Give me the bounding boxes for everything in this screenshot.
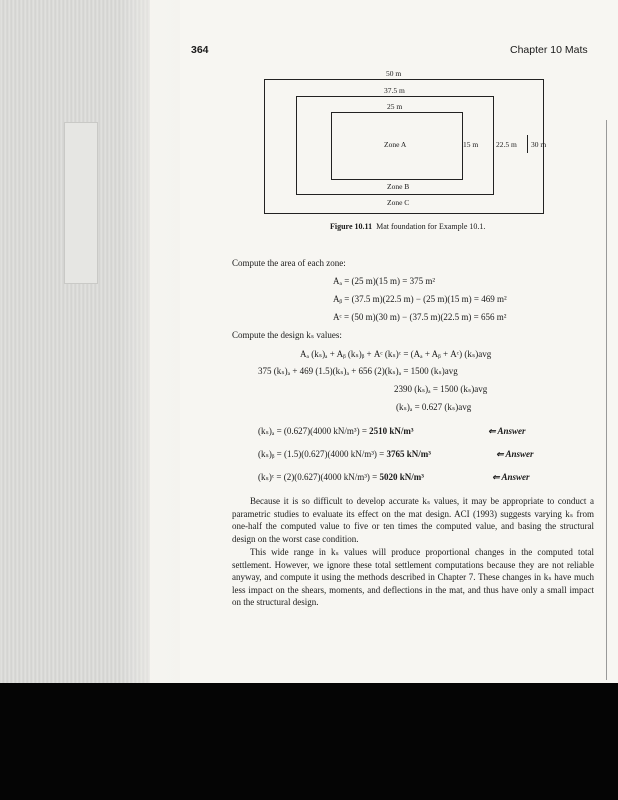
dim-25m: 25 m	[387, 102, 403, 111]
result-a	[258, 426, 414, 437]
result-a-lhs: (kₛ)ₐ = (0.627)(4000 kN/m³) =	[258, 426, 370, 436]
zone-c-label: Zone C	[387, 198, 410, 207]
result-b	[258, 449, 431, 460]
figure-caption	[330, 222, 485, 231]
result-c	[258, 472, 424, 483]
answer-a: ⇐ Answer	[488, 426, 526, 436]
result-b-value: 3765 kN/m³	[386, 449, 431, 459]
area-eq-c: Aᶜ = (50 m)(30 m) − (37.5 m)(22.5 m) = 656 m²	[333, 312, 507, 322]
page-number: 364	[191, 44, 209, 56]
zone-b-label: Zone B	[387, 182, 410, 191]
answer-c: ⇐ Answer	[492, 472, 530, 482]
area-eq-a: Aₐ = (25 m)(15 m) = 375 m²	[333, 276, 436, 286]
zone-a-label: Zone A	[384, 140, 407, 149]
design-eq-2: 375 (kₛ)ₐ + 469 (1.5)(kₛ)ₐ + 656 (2)(kₛ)ₐ = 1500 (kₛ)avg	[258, 366, 458, 376]
scan-bottom-shadow	[0, 683, 618, 800]
paragraph-2-text: This wide range in kₛ values will produce proportional changes in the computed total settlement. However, we ignore these total settlement computations because they are not reliable anyway, and compute it using the methods described in Chapter 7. These changes in kₛ have much less impact on the shears, moments, and deflections in the mat, and thus have only a small impact on the structural design.	[232, 547, 594, 608]
caption-number: Figure 10.11	[330, 222, 373, 231]
area-intro: Compute the area of each zone:	[232, 258, 346, 268]
design-eq-4: (kₛ)ₐ = 0.627 (kₛ)avg	[396, 402, 472, 412]
dim-22-5m: 22.5 m	[496, 140, 517, 149]
result-b-lhs: (kₛ)ᵦ = (1.5)(0.627)(4000 kN/m³) =	[258, 449, 387, 459]
paragraph-1-text: Because it is so difficult to develop accurate kₛ values, it may be appropriate to conduct a parametric studies to evaluate its effect on the mat design. ACI (1993) suggests varying kₛ from one-half the computed value to five or ten times the computed value, and basing the structural design on the worst case condition.	[232, 496, 594, 544]
answer-b: ⇐ Answer	[496, 449, 534, 459]
dim-37-5m: 37.5 m	[384, 86, 405, 95]
right-margin-line	[606, 120, 607, 680]
design-eq-3: 2390 (kₛ)ₐ = 1500 (kₛ)avg	[394, 384, 488, 394]
dim-30m: 30 m	[531, 140, 547, 149]
paragraph-1	[232, 495, 594, 545]
chapter-title: Chapter 10 Mats	[510, 44, 588, 56]
design-intro: Compute the design kₛ values:	[232, 330, 342, 340]
result-c-value: 5020 kN/m³	[379, 472, 424, 482]
paragraph-2	[232, 546, 594, 609]
caption-text: Mat foundation for Example 10.1.	[376, 222, 486, 231]
dim-separator	[527, 135, 528, 153]
dim-50m: 50 m	[386, 69, 402, 78]
area-eq-b: Aᵦ = (37.5 m)(22.5 m) − (25 m)(15 m) = 469 m²	[333, 294, 507, 304]
page-tab	[64, 122, 98, 284]
dim-15m: 15 m	[463, 140, 479, 149]
result-c-lhs: (kₛ)ᶜ = (2)(0.627)(4000 kN/m³) =	[258, 472, 380, 482]
result-a-value: 2510 kN/m³	[369, 426, 414, 436]
spine-fade	[120, 0, 180, 800]
design-eq-1: Aₐ (kₛ)ₐ + Aᵦ (kₛ)ᵦ + Aᶜ (kₛ)ᶜ = (Aₐ + Aᵦ + Aᶜ) (kₛ)avg	[300, 349, 492, 359]
